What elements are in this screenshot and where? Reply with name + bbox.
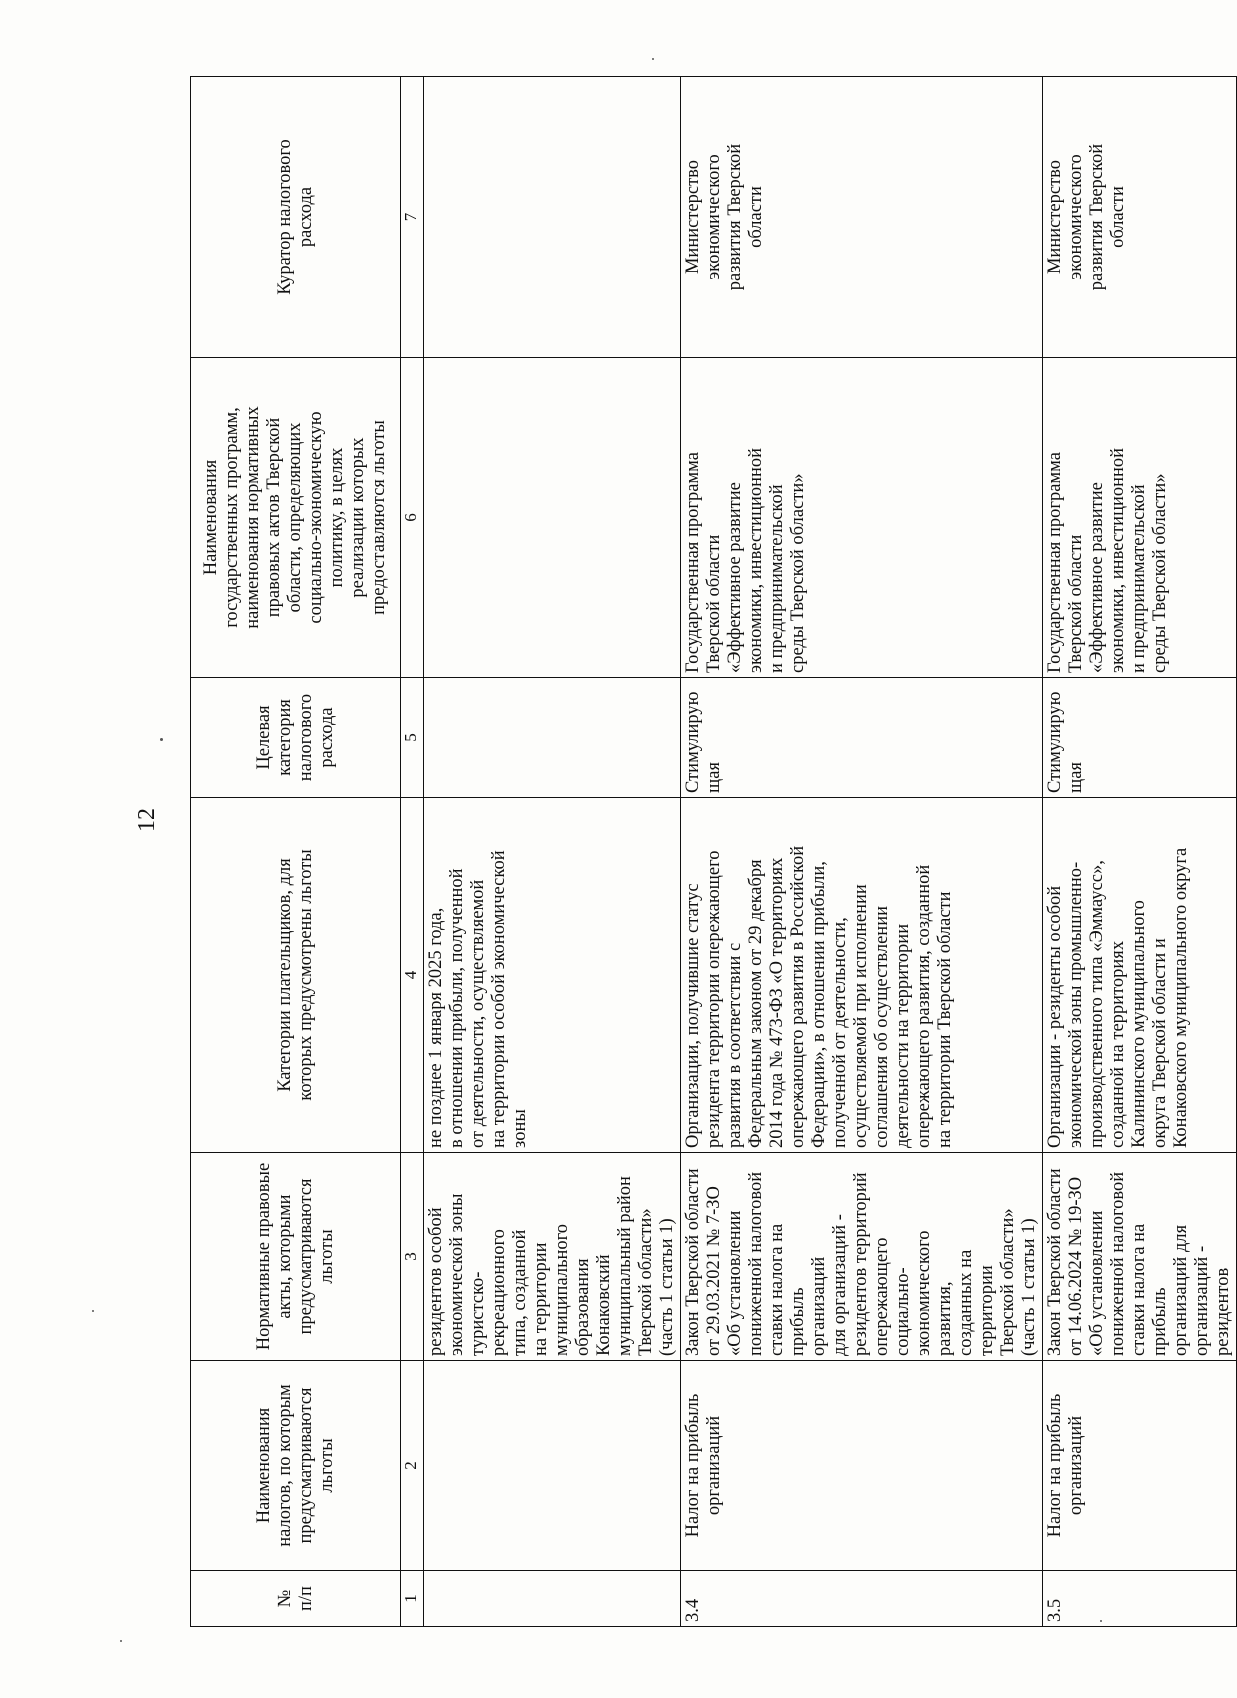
row-target: Стимулирующая: [681, 678, 1043, 798]
row-program: Государственная программа Тверской области «Эффективное развитие экономики, инвестиционной и предпринимательской среды Тверской области»: [1043, 358, 1237, 678]
row-target: Стимулирующая: [1043, 678, 1237, 798]
row-curator: [424, 77, 681, 358]
row-target: [424, 678, 681, 798]
row-tax: Налог на прибыль организаций: [1043, 1361, 1237, 1571]
scan-speck: [652, 58, 654, 60]
row-curator: Министерство экономического развития Тверской области: [681, 77, 1043, 358]
header-category: Категории плательщиков, для которых предусмотрены льготы: [191, 798, 401, 1153]
row-tax: Налог на прибыль организаций: [681, 1361, 1043, 1571]
column-number: 3: [401, 1153, 424, 1361]
row-category: не позднее 1 января 2025 года, в отношении прибыли, полученной от деятельности, осуществляемой на территории особой экономической зоны: [424, 798, 681, 1153]
scan-speck: [1100, 1620, 1102, 1622]
rotated-table-container: [190, 77, 1233, 1627]
header-act: Нормативные правовые акты, которыми предусматриваются льготы: [191, 1153, 401, 1361]
row-act: Закон Тверской области от 14.06.2024 № 19-ЗО «Об установлении пониженной налоговой ставки налога на прибыль организаций для организаций - резидентов: [1043, 1153, 1237, 1361]
row-act: резидентов особой экономической зоны туристско-рекреационного типа, созданной на территории муниципального образования Конаковский муниципальный район Тверской области» (часть 1 статьи 1): [424, 1153, 681, 1361]
header-row: [191, 77, 401, 1627]
column-number: 4: [401, 798, 424, 1153]
row-act: Закон Тверской области от 29.03.2021 № 7-ЗО «Об установлении пониженной налоговой ставки налога на прибыль организаций для организаций - резидентов территорий опережающего социально- экономического развития, созданных на территории Тверской области» (часть 1 статьи 1): [681, 1153, 1043, 1361]
row-num: 3.5: [1043, 1571, 1237, 1627]
table-row: [424, 77, 681, 1627]
table-row: [681, 77, 1043, 1627]
row-program: Государственная программа Тверской области «Эффективное развитие экономики, инвестиционной и предпринимательской среды Тверской области»: [681, 358, 1043, 678]
header-target: Целевая категория налогового расхода: [191, 678, 401, 798]
row-category: Организации - резиденты особой экономической зоны промышленно- производственного типа «Эммаусс», созданной на территориях Калининского муниципального округа Тверской области и Конаковского муниципального округа: [1043, 798, 1237, 1153]
table-row: [1043, 77, 1237, 1627]
tax-expenditure-table: [190, 76, 1237, 1627]
header-num: № п/п: [191, 1571, 401, 1627]
row-curator: Министерство экономического развития Тверской области: [1043, 77, 1237, 358]
header-curator: Куратор налогового расхода: [191, 77, 401, 358]
column-number: 5: [401, 678, 424, 798]
scan-speck: [160, 738, 163, 741]
row-num: [424, 1571, 681, 1627]
column-number: 2: [401, 1361, 424, 1571]
row-category: Организации, получившие статус резидента территории опережающего развития в соответствии с Федеральным законом от 29 декабря 2014 года № 473-ФЗ «О территориях опережающего развития в Российской Федерации», в отношении прибыли, полученной от деятельности, осуществляемой при исполнении соглашения об осуществлении деятельности на территории опережающего развития, созданной на территории Тверской области: [681, 798, 1043, 1153]
column-number-row: [401, 77, 424, 1627]
column-number: 6: [401, 358, 424, 678]
row-program: [424, 358, 681, 678]
header-tax: Наименования налогов, по которым предусматриваются льготы: [191, 1361, 401, 1571]
row-tax: [424, 1361, 681, 1571]
column-number: 7: [401, 77, 424, 358]
row-num: 3.4: [681, 1571, 1043, 1627]
scan-speck: [92, 1310, 94, 1312]
header-program: Наименования государственных программ, наименования нормативных правовых актов Тверской области, определяющих социально-экономическую политику, в целях реализации которых предоставляются льготы: [191, 358, 401, 678]
page-number: 12: [134, 808, 160, 832]
scan-speck: [120, 1640, 122, 1642]
column-number: 1: [401, 1571, 424, 1627]
